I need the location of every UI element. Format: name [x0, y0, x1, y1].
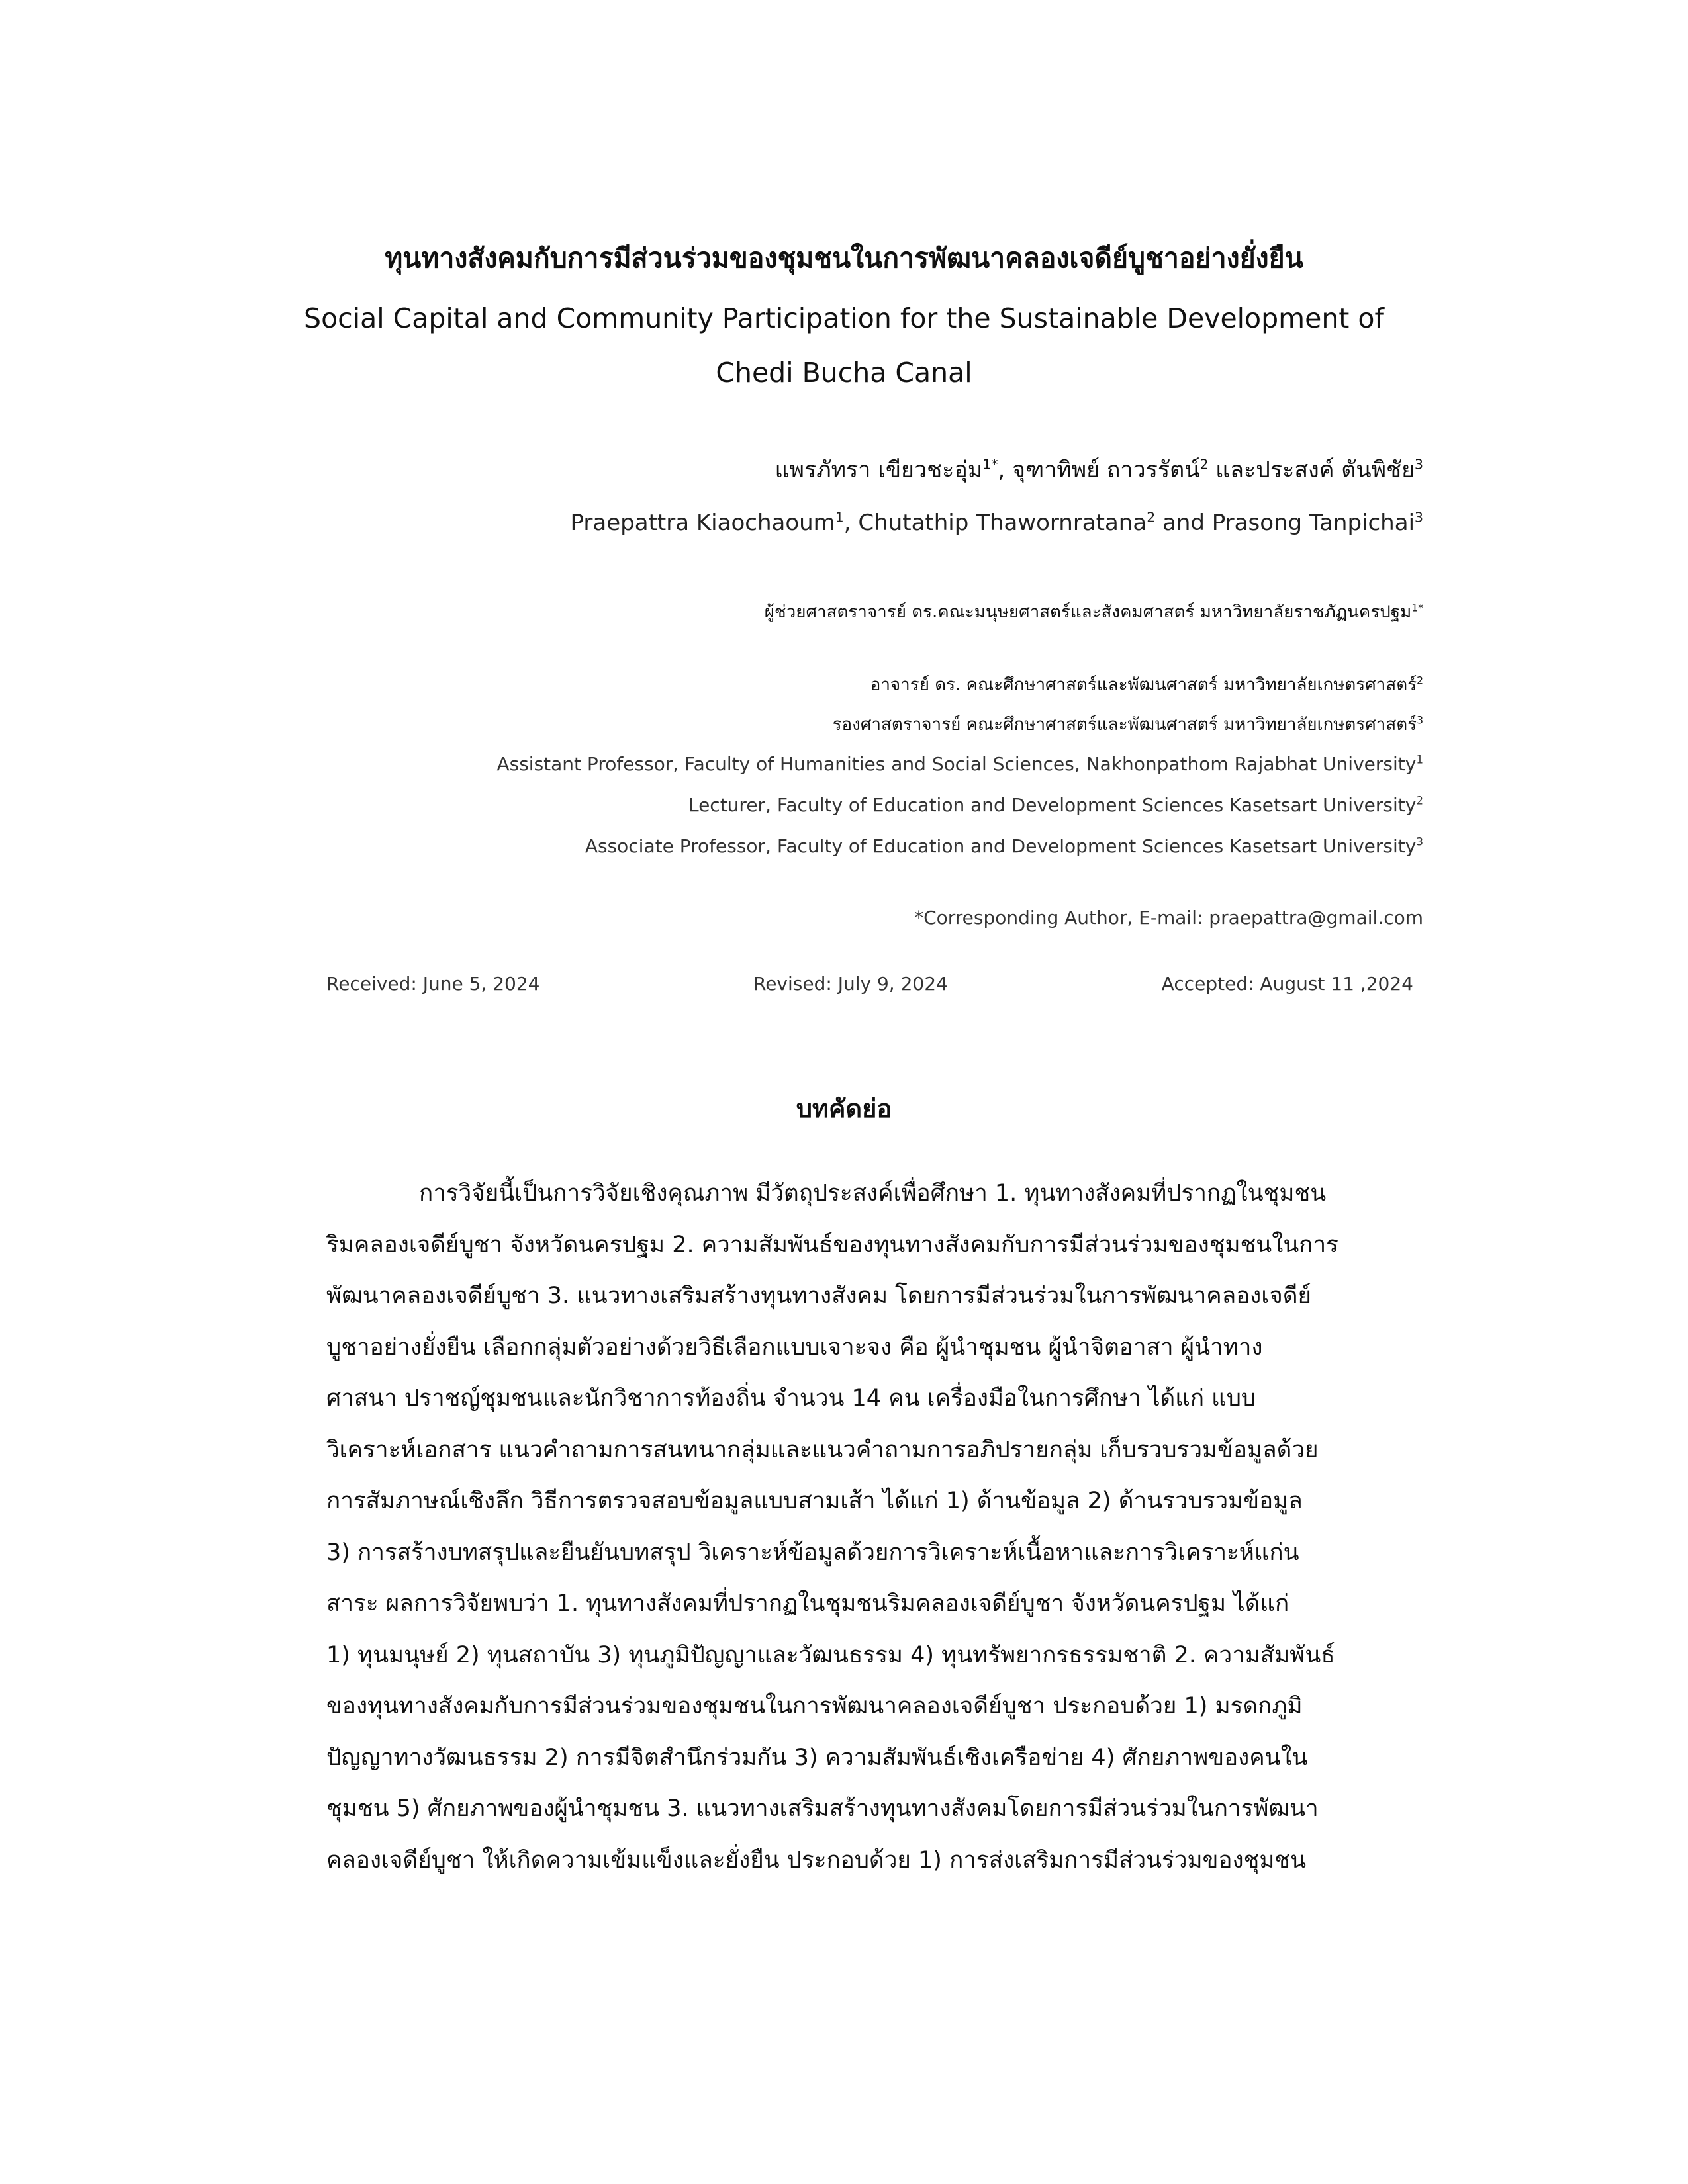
abstract-line: ริมคลองเจดีย์บูชา จังหวัดนครปฐม 2. ความสัมพันธ์ของทุนทางสังคมกับการมีส่วนร่วมของชุมชนในการ	[326, 1231, 1338, 1258]
date-received: Received: June 5, 2024	[326, 973, 540, 995]
abstract-line: บูชาอย่างยั่งยืน เลือกกลุ่มตัวอย่างด้วยวิธีเลือกแบบเจาะจง คือ ผู้นำชุมชน ผู้นำจิตอาสา ผู้นำทาง	[326, 1334, 1263, 1361]
affiliation-english-2	[688, 789, 1423, 822]
abstract-body	[326, 1168, 1413, 1886]
abstract-line: ศาสนา ปราชญ์ชุมชนและนักวิชาการท้องถิ่น จำนวน 14 คน เครื่องมือในการศึกษา ได้แก่ แบบ	[326, 1385, 1256, 1412]
author-1-english-marker: 1	[835, 509, 844, 525]
title-english-line-2: Chedi Bucha Canal	[716, 357, 972, 388]
affiliation-english-3	[585, 830, 1423, 863]
author-3-thai-marker: 3	[1415, 456, 1423, 473]
abstract-line: ของทุนทางสังคมกับการมีส่วนร่วมของชุมชนในการพัฒนาคลองเจดีย์บูชา ประกอบด้วย 1) มรดกภูมิ	[326, 1693, 1303, 1719]
title-english-line-1: Social Capital and Community Participation for the Sustainable Development of	[304, 302, 1384, 334]
abstract-line: 1) ทุนมนุษย์ 2) ทุนสถาบัน 3) ทุนภูมิปัญญาและวัฒนธรรม 4) ทุนทรัพยากรธรรมชาติ 2. ความสัมพันธ์	[326, 1641, 1335, 1668]
author-2-english-marker: 2	[1147, 509, 1156, 525]
title-english	[278, 291, 1410, 400]
title-thai: ทุนทางสังคมกับการมีส่วนร่วมของชุมชนในการพัฒนาคลองเจดีย์บูชาอย่างยั่งยืน	[385, 242, 1303, 274]
corresponding-author: *Corresponding Author, E-mail: praepattra@gmail.com	[914, 907, 1423, 929]
affiliation-marker: 2	[1417, 674, 1423, 687]
abstract-line: ปัญญาทางวัฒนธรรม 2) การมีจิตสำนึกร่วมกัน 3) ความสัมพันธ์เชิงเครือข่าย 4) ศักยภาพของคนใน	[326, 1744, 1308, 1771]
date-revised: Revised: July 9, 2024	[753, 973, 948, 995]
author-1-thai: แพรภัทรา เขียวชะอุ่ม	[774, 457, 983, 483]
affiliation-marker: 1*	[1411, 602, 1423, 614]
author-separator: และ	[1208, 457, 1256, 483]
submission-dates	[326, 968, 1413, 1001]
affiliation-thai-2	[870, 668, 1423, 702]
affiliation-text: Associate Professor, Faculty of Education and Development Sciences Kasetsart University	[585, 835, 1417, 857]
affiliation-thai-3	[833, 708, 1423, 741]
authors-thai	[775, 450, 1423, 490]
affiliation-marker: 1	[1416, 752, 1423, 766]
affiliation-text: รองศาสตราจารย์ คณะศึกษาศาสตร์และพัฒนศาสตร์ มหาวิทยาลัยเกษตรศาสตร์	[832, 715, 1417, 735]
abstract-line: พัฒนาคลองเจดีย์บูชา 3. แนวทางเสริมสร้างทุนทางสังคม โดยการมีส่วนร่วมในการพัฒนาคลองเจดีย์	[326, 1283, 1311, 1309]
abstract-line: สาระ ผลการวิจัยพบว่า 1. ทุนทางสังคมที่ปรากฏในชุมชนริมคลองเจดีย์บูชา จังหวัดนครปฐม ได้แก่	[326, 1590, 1289, 1617]
authors-english	[571, 503, 1423, 543]
abstract-line: การวิจัยนี้เป็นการวิจัยเชิงคุณภาพ มีวัตถุประสงค์เพื่อศึกษา 1. ทุนทางสังคมที่ปรากฏในชุมชน	[419, 1180, 1327, 1206]
affiliation-thai-1	[765, 596, 1423, 629]
affiliation-text: อาจารย์ ดร. คณะศึกษาศาสตร์และพัฒนศาสตร์ มหาวิทยาลัยเกษตรศาสตร์	[870, 675, 1417, 695]
date-accepted: Accepted: August 11 ,2024	[1161, 973, 1413, 995]
author-3-english: Prasong Tanpichai	[1211, 510, 1415, 536]
author-1-english: Praepattra Kiaochaoum	[570, 510, 835, 536]
author-separator: ,	[843, 510, 859, 536]
author-3-english-marker: 3	[1415, 509, 1423, 525]
author-2-english: Chutathip Thawornratana	[858, 510, 1147, 536]
abstract-line: ชุมชน 5) ศักยภาพของผู้นำชุมชน 3. แนวทางเสริมสร้างทุนทางสังคมโดยการมีส่วนร่วมในการพัฒนา	[326, 1796, 1319, 1822]
author-2-thai: จุฑาทิพย์ ถาวรรัตน์	[1012, 457, 1200, 483]
abstract-line: วิเคราะห์เอกสาร แนวคำถามการสนทนากลุ่มและแนวคำถามการอภิปรายกลุ่ม เก็บรวบรวมข้อมูลด้วย	[326, 1436, 1319, 1463]
affiliation-marker: 3	[1417, 714, 1423, 727]
abstract-line: การสัมภาษณ์เชิงลึก วิธีการตรวจสอบข้อมูลแบบสามเส้า ได้แก่ 1) ด้านข้อมูล 2) ด้านรวบรวมข้อมูล	[326, 1488, 1303, 1514]
affiliation-marker: 3	[1416, 835, 1423, 848]
affiliation-marker: 2	[1416, 794, 1423, 807]
abstract-line: 3) การสร้างบทสรุปและยืนยันบทสรุป วิเคราะห์ข้อมูลด้วยการวิเคราะห์เนื้อหาและการวิเคราะห์แก่น	[326, 1539, 1299, 1566]
affiliation-text: ผู้ช่วยศาสตราจารย์ ดร.คณะมนุษยศาสตร์และสังคมศาสตร์ มหาวิทยาลัยราชภัฏนครปฐม	[764, 602, 1412, 622]
affiliation-english-1	[496, 748, 1423, 781]
author-2-thai-marker: 2	[1199, 456, 1209, 473]
author-3-thai: ประสงค์ ตันพิชัย	[1256, 457, 1415, 483]
affiliation-text: Lecturer, Faculty of Education and Development Sciences Kasetsart University	[688, 794, 1417, 816]
author-1-thai-marker: 1*	[982, 456, 998, 473]
abstract-heading: บทคัดย่อ	[796, 1094, 892, 1123]
affiliation-text: Assistant Professor, Faculty of Humanities and Social Sciences, Nakhonpathom Rajabhat University	[496, 753, 1417, 775]
abstract-line: คลองเจดีย์บูชา ให้เกิดความเข้มแข็งและยั่งยืน ประกอบด้วย 1) การส่งเสริมการมีส่วนร่วมของชุมชน	[326, 1846, 1307, 1874]
author-separator: ,	[998, 457, 1013, 483]
author-separator: and	[1155, 510, 1212, 536]
